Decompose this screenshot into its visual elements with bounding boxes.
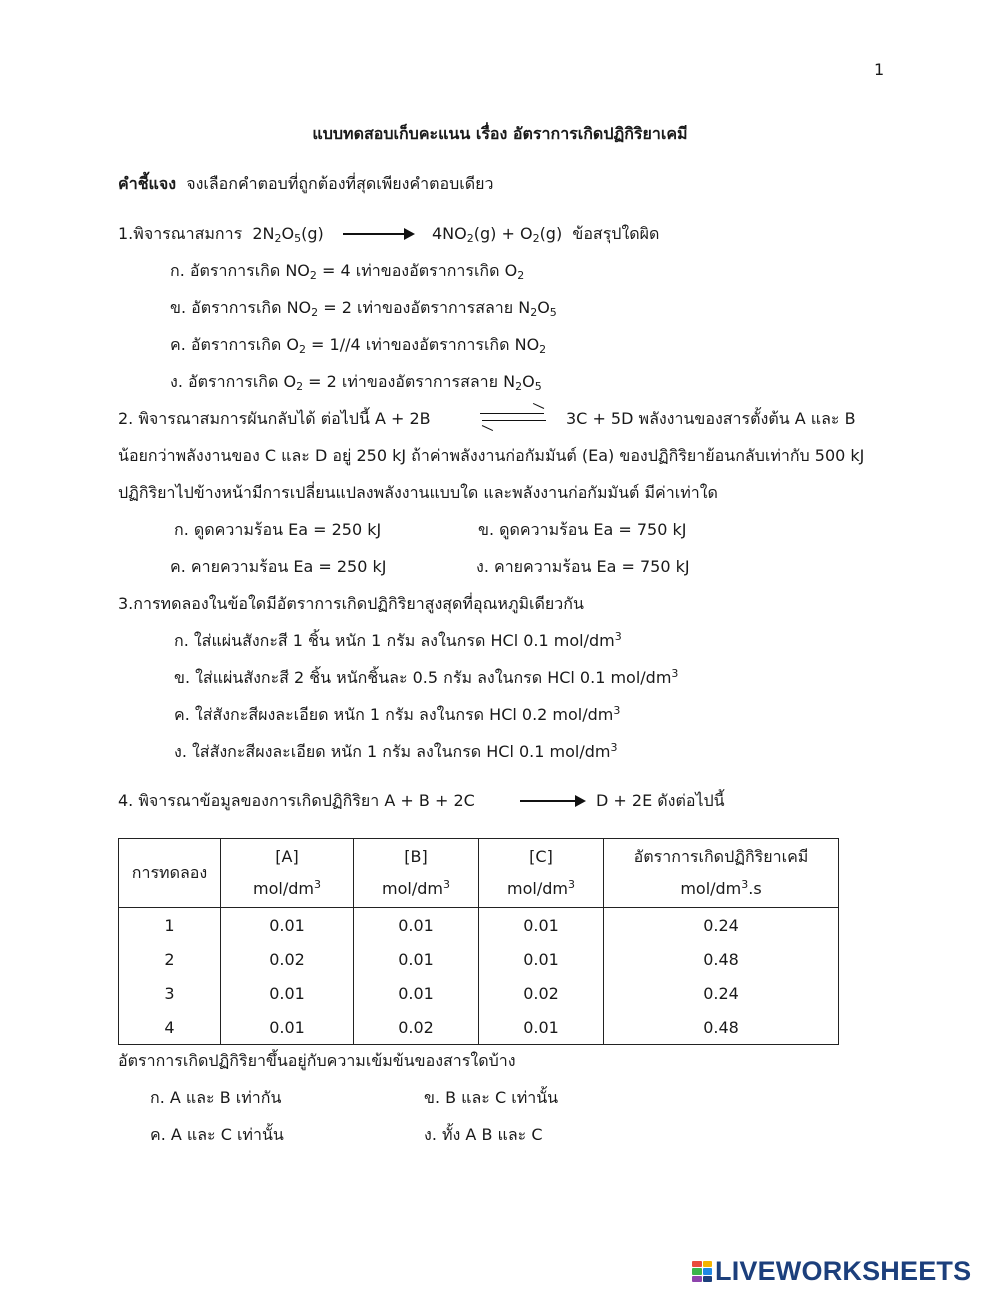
reaction-arrow-icon — [343, 233, 413, 235]
q1-choice-a[interactable]: ก. อัตราการเกิด $NO_2 = 4$ เท่าของอัตราการเกิด $O_2$ — [170, 261, 525, 282]
q1-products: $4NO_2(g) + O_2(g)$ ข้อสรุปใดผิด — [432, 224, 660, 245]
table-body — [119, 908, 839, 1045]
q1-choice-b[interactable]: ข. อัตราการเกิด $NO_2 = 2$ เท่าของอัตราการสลาย $N_2O_5$ — [170, 298, 557, 319]
q1-stem-prefix: 1.พิจารณาสมการ $2N_2O_5(g)$ — [118, 224, 324, 245]
q2-choice-d[interactable]: ง. คายความร้อน Ea = 750 kJ — [476, 557, 690, 576]
equilibrium-arrow-icon — [480, 410, 546, 424]
q2-choice-a[interactable]: ก. ดูดความร้อน Ea = 250 kJ — [174, 520, 382, 539]
page-title: แบบทดสอบเก็บคะแนน เรื่อง อัตราการเกิดปฏิกิริยาเคมี — [312, 124, 688, 143]
liveworksheets-logo[interactable] — [692, 1256, 971, 1287]
q3-choice-c[interactable]: ค. ใส่สังกะสีผงละเอียด หนัก 1 กรัม ลงในกรด HCl 0.2 mol/$dm^3$ — [174, 704, 621, 724]
q3-choice-d[interactable]: ง. ใส่สังกะสีผงละเอียด หนัก 1 กรัม ลงในกรด HCl 0.1 mol/$dm^3$ — [174, 741, 618, 761]
table-cell: 0.01 — [221, 976, 354, 1010]
table-cell: 4 — [119, 1010, 221, 1045]
instructions-label: คำชี้แจง — [118, 174, 177, 193]
reaction-arrow-icon — [520, 800, 584, 802]
table-header-trial: การทดลอง — [119, 839, 221, 908]
q1-reactant: $2N_2O_5(g)$ — [252, 224, 324, 245]
instructions-text: จงเลือกคำตอบที่ถูกต้องที่สุดเพียงคำตอบเดียว — [186, 174, 494, 193]
q4-choice-b[interactable]: ข. B และ C เท่านั้น — [424, 1088, 559, 1107]
table-cell: 0.01 — [221, 1010, 354, 1045]
table-cell: 0.01 — [354, 942, 479, 976]
q4-stem-after: D + 2E ดังต่อไปนี้ — [596, 791, 725, 810]
table-cell: 1 — [119, 908, 221, 943]
q4-choice-d[interactable]: ง. ทั้ง A B และ C — [424, 1125, 543, 1144]
table-cell: 3 — [119, 976, 221, 1010]
table-header-a: [A] mol/$dm^3$ — [221, 839, 354, 908]
table-cell: 0.02 — [479, 976, 604, 1010]
logo-text: LIVEWORKSHEETS — [715, 1256, 972, 1286]
table-row — [119, 976, 839, 1010]
q3-stem: 3.การทดลองในข้อใดมีอัตราการเกิดปฏิกิริยาสูงสุดที่อุณหภูมิเดียวกัน — [118, 594, 584, 613]
table-cell: 0.01 — [221, 908, 354, 943]
instructions — [118, 176, 494, 192]
table-cell: 0.01 — [479, 908, 604, 943]
table-header-c: [C] mol/$dm^3$ — [479, 839, 604, 908]
table-cell: 0.01 — [354, 908, 479, 943]
q3-choice-b[interactable]: ข. ใส่แผ่นสังกะสี 2 ชิ้น หนักชิ้นละ 0.5 กรัม ลงในกรด HCl 0.1 mol/$dm^3$ — [174, 667, 679, 687]
table-header-b: [B] mol/$dm^3$ — [354, 839, 479, 908]
table-cell: 0.02 — [354, 1010, 479, 1045]
q2-choice-b[interactable]: ข. ดูดความร้อน Ea = 750 kJ — [478, 520, 687, 539]
table-cell: 0.24 — [604, 976, 839, 1010]
logo-icon — [692, 1261, 712, 1283]
q2-line3: ปฏิกิริยาไปข้างหน้ามีการเปลี่ยนแปลงพลังงานแบบใด และพลังงานก่อกัมมันต์ มีค่าเท่าใด — [118, 483, 718, 502]
table-row — [119, 942, 839, 976]
q4-choice-c[interactable]: ค. A และ C เท่านั้น — [150, 1125, 284, 1144]
table-cell: 0.01 — [354, 976, 479, 1010]
q2-line2: น้อยกว่าพลังงานของ C และ D อยู่ 250 kJ ถ้าค่าพลังงานก่อกัมมันต์ (Ea) ของปฏิกิริยาย้อนกลับเท่ากับ 500 kJ — [118, 446, 865, 465]
table-cell: 0.24 — [604, 908, 839, 943]
q4-choice-a[interactable]: ก. A และ B เท่ากัน — [150, 1088, 282, 1107]
q2-stem-prefix: 2. พิจารณาสมการผันกลับได้ ต่อไปนี้ A + 2B — [118, 409, 431, 428]
table-cell: 2 — [119, 942, 221, 976]
table-cell: 0.48 — [604, 942, 839, 976]
q1-choice-c[interactable]: ค. อัตราการเกิด $O_2 = 1//4$ เท่าของอัตราการเกิด $NO_2$ — [170, 335, 547, 356]
table-cell: 0.48 — [604, 1010, 839, 1045]
page-number: 1 — [874, 60, 885, 79]
q4-stem-prefix: 4. พิจารณาข้อมูลของการเกิดปฏิกิริยา A + B + 2C — [118, 791, 475, 810]
rate-data-table — [118, 838, 839, 1045]
table-row — [119, 1010, 839, 1045]
q3-choice-a[interactable]: ก. ใส่แผ่นสังกะสี 1 ชิ้น หนัก 1 กรัม ลงในกรด HCl 0.1 mol/$dm^3$ — [174, 630, 622, 650]
q1-choice-d[interactable]: ง. อัตราการเกิด $O_2 = 2$ เท่าของอัตราการสลาย $N_2O_5$ — [170, 372, 542, 393]
table-cell: 0.01 — [479, 942, 604, 976]
q2-choice-c[interactable]: ค. คายความร้อน Ea = 250 kJ — [170, 557, 387, 576]
q4-question: อัตราการเกิดปฏิกิริยาขึ้นอยู่กับความเข้มข้นของสารใดบ้าง — [118, 1051, 516, 1070]
table-cell: 0.01 — [479, 1010, 604, 1045]
table-row — [119, 908, 839, 943]
q2-stem-after: 3C + 5D พลังงานของสารตั้งต้น A และ B — [566, 409, 856, 428]
table-cell: 0.02 — [221, 942, 354, 976]
table-header-rate: อัตราการเกิดปฏิกิริยาเคมี mol/$dm^3.s$ — [604, 839, 839, 908]
